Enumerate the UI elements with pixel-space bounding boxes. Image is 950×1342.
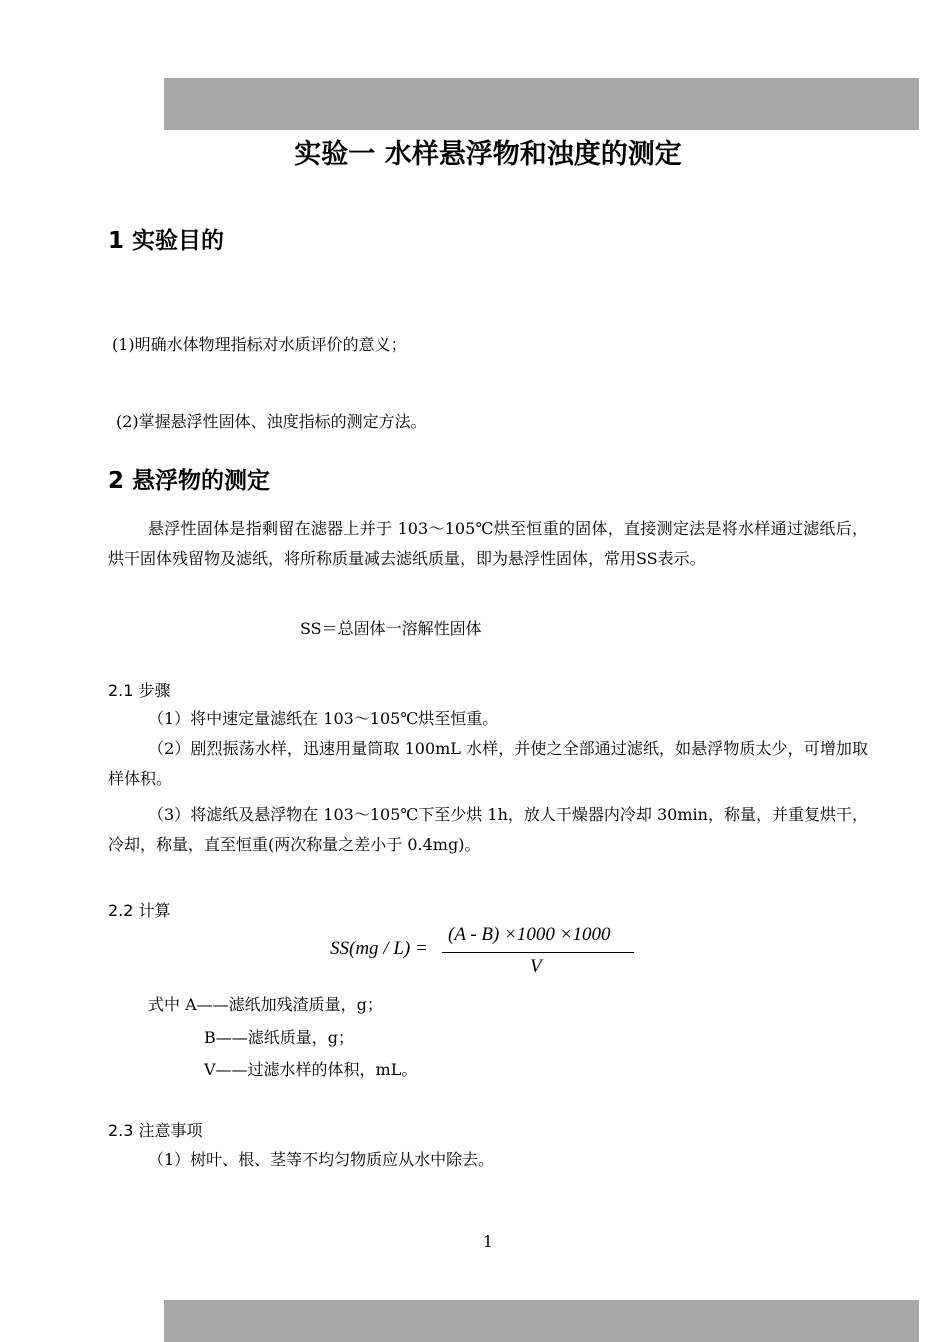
calculation-heading: 2.2 计算 [108, 901, 171, 920]
page-number: 1 [482, 1232, 494, 1251]
section-heading-suspended-solids: 2 悬浮物的测定 [108, 468, 271, 494]
step-3: （3）将滤纸及悬浮物在 103～105℃下至少烘 1h，放人干燥器内冷却 30min，称量，并重复烘干，冷却，称量，直至恒重(两次称量之差小于 0.4mg)。 [108, 805, 868, 854]
formula-denominator: V [530, 956, 542, 977]
steps-heading: 2.1 步骤 [108, 681, 171, 700]
page-title: 实验一 水样悬浮物和浊度的测定 [294, 139, 682, 170]
where-v: V——过滤水样的体积，mL。 [204, 1060, 418, 1079]
where-a: 式中 A——滤纸加残渣质量，g； [148, 995, 383, 1014]
footer-bar [164, 1300, 919, 1342]
ss-equation: SS＝总固体一溶解性固体 [300, 619, 482, 638]
fraction-bar [442, 952, 634, 953]
step-1: （1）将中速定量滤纸在 103～105℃烘至恒重。 [148, 709, 499, 728]
formula-lhs: SS(mg / L) = [330, 938, 428, 959]
header-bar [164, 78, 919, 130]
intro-paragraph: 悬浮性固体是指剩留在滤器上并于 103～105℃烘至恒重的固体，直接测定法是将水样通过滤纸后，烘干固体残留物及滤纸，将所称质量减去滤纸质量，即为悬浮性固体，常用SS表示。 [108, 519, 868, 568]
section-heading-objective: 1 实验目的 [108, 228, 225, 254]
objective-item-1: (1)明确水体物理指标对水质评价的意义； [112, 335, 407, 354]
note-1: （1）树叶、根、茎等不均匀物质应从水中除去。 [148, 1150, 495, 1169]
step-2: （2）剧烈振荡水样，迅速用量筒取 100mL 水样，并使之全部通过滤纸，如悬浮物质太少，可增加取样体积。 [108, 739, 868, 788]
where-b: B——滤纸质量，g； [204, 1028, 355, 1047]
notes-heading: 2.3 注意事项 [108, 1121, 203, 1140]
formula-numerator: (A - B) ×1000 ×1000 [448, 924, 611, 945]
objective-item-2: (2)掌握悬浮性固体、浊度指标的测定方法。 [116, 412, 427, 431]
